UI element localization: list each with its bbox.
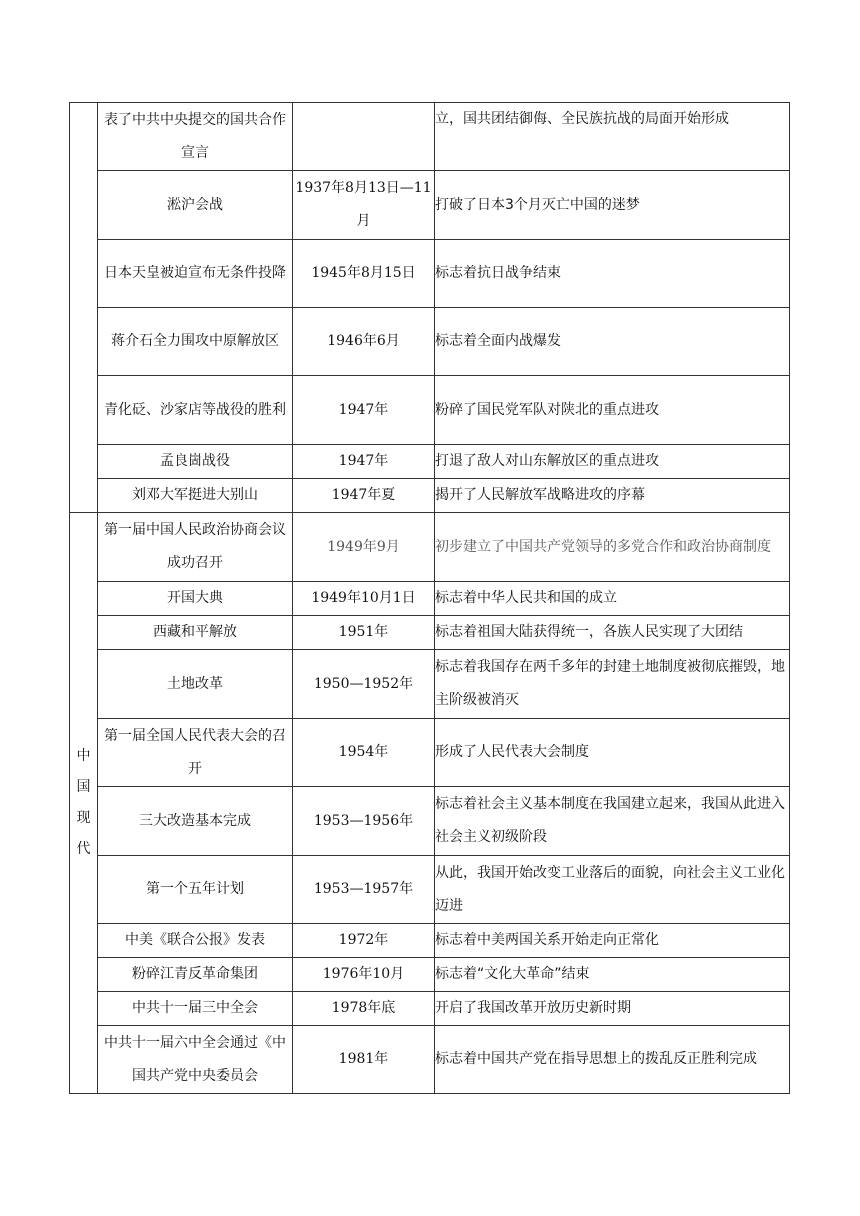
significance-cell: 打退了敌人对山东解放区的重点进攻 <box>435 445 790 479</box>
significance-cell: 标志着社会主义基本制度在我国建立起来，我国从此进入社会主义初级阶段 <box>435 787 790 856</box>
date-cell: 1946年6月 <box>293 308 435 376</box>
event-cell: 日本天皇被迫宣布无条件投降 <box>98 240 293 308</box>
significance-cell: 标志着全面内战爆发 <box>435 308 790 376</box>
event-cell: 西藏和平解放 <box>98 616 293 650</box>
significance-cell: 标志着中华人民共和国的成立 <box>435 582 790 616</box>
event-cell: 三大改造基本完成 <box>98 787 293 856</box>
event-cell: 第一个五年计划 <box>98 856 293 924</box>
table-row <box>70 445 790 479</box>
table-row <box>70 616 790 650</box>
date-cell: 1947年夏 <box>293 479 435 513</box>
date-cell: 1947年 <box>293 376 435 445</box>
date-cell: 1950—1952年 <box>293 650 435 719</box>
date-cell: 1976年10月 <box>293 958 435 992</box>
date-cell: 1949年9月 <box>293 513 435 582</box>
significance-cell: 标志着“文化大革命”结束 <box>435 958 790 992</box>
date-cell: 1951年 <box>293 616 435 650</box>
significance-cell: 标志着中美两国关系开始走向正常化 <box>435 924 790 958</box>
date-cell: 1949年10月1日 <box>293 582 435 616</box>
significance-cell: 初步建立了中国共产党领导的多党合作和政治协商制度 <box>435 513 790 582</box>
event-cell: 孟良崮战役 <box>98 445 293 479</box>
table-row <box>70 719 790 787</box>
table-row <box>70 856 790 924</box>
table-row <box>70 308 790 376</box>
event-cell: 中共十一届三中全会 <box>98 992 293 1026</box>
significance-cell: 揭开了人民解放军战略进攻的序幕 <box>435 479 790 513</box>
table-row <box>70 171 790 240</box>
table-row <box>70 376 790 445</box>
significance-cell: 标志着抗日战争结束 <box>435 240 790 308</box>
event-cell: 土地改革 <box>98 650 293 719</box>
table-row <box>70 513 790 582</box>
significance-cell: 粉碎了国民党军队对陕北的重点进攻 <box>435 376 790 445</box>
significance-cell: 开启了我国改革开放历史新时期 <box>435 992 790 1026</box>
date-cell: 1978年底 <box>293 992 435 1026</box>
table-row <box>70 650 790 719</box>
event-cell: 粉碎江青反革命集团 <box>98 958 293 992</box>
event-cell: 第一届中国人民政治协商会议成功召开 <box>98 513 293 582</box>
event-cell: 开国大典 <box>98 582 293 616</box>
date-cell: 1953—1957年 <box>293 856 435 924</box>
event-cell: 淞沪会战 <box>98 171 293 240</box>
date-cell: 1953—1956年 <box>293 787 435 856</box>
event-cell: 第一届全国人民代表大会的召开 <box>98 719 293 787</box>
significance-cell: 从此，我国开始改变工业落后的面貌，向社会主义工业化迈进 <box>435 856 790 924</box>
period-label: 中国现代 <box>76 748 91 857</box>
significance-cell: 打破了日本3个月灭亡中国的迷梦 <box>435 171 790 240</box>
significance-cell: 标志着我国存在两千多年的封建土地制度被彻底摧毁，地主阶级被消灭 <box>435 650 790 719</box>
table-row <box>70 958 790 992</box>
significance-cell: 标志着祖国大陆获得统一，各族人民实现了大团结 <box>435 616 790 650</box>
date-cell: 1937年8月13日—11月 <box>293 171 435 240</box>
history-events-table <box>69 102 790 1094</box>
date-cell: 1954年 <box>293 719 435 787</box>
table-row <box>70 479 790 513</box>
date-cell: 1945年8月15日 <box>293 240 435 308</box>
event-cell: 蒋介石全力围攻中原解放区 <box>98 308 293 376</box>
date-cell: 1972年 <box>293 924 435 958</box>
significance-cell: 标志着中国共产党在指导思想上的拨乱反正胜利完成 <box>435 1026 790 1094</box>
event-cell: 青化砭、沙家店等战役的胜利 <box>98 376 293 445</box>
period-cell-previous <box>70 103 98 513</box>
significance-cell: 形成了人民代表大会制度 <box>435 719 790 787</box>
date-cell: 1981年 <box>293 1026 435 1094</box>
event-cell: 中共十一届六中全会通过《中国共产党中央委员会 <box>98 1026 293 1094</box>
significance-cell: 立，国共团结御侮、全民族抗战的局面开始形成 <box>435 103 790 171</box>
event-cell: 刘邓大军挺进大别山 <box>98 479 293 513</box>
table-row <box>70 924 790 958</box>
table-row <box>70 1026 790 1094</box>
event-cell: 中美《联合公报》发表 <box>98 924 293 958</box>
date-cell: 1947年 <box>293 445 435 479</box>
table-row <box>70 240 790 308</box>
table-row <box>70 103 790 171</box>
period-cell-modern <box>70 513 98 1094</box>
table-row <box>70 787 790 856</box>
table-row <box>70 992 790 1026</box>
table-row <box>70 582 790 616</box>
date-cell <box>293 103 435 171</box>
event-cell: 表了中共中央提交的国共合作宣言 <box>98 103 293 171</box>
